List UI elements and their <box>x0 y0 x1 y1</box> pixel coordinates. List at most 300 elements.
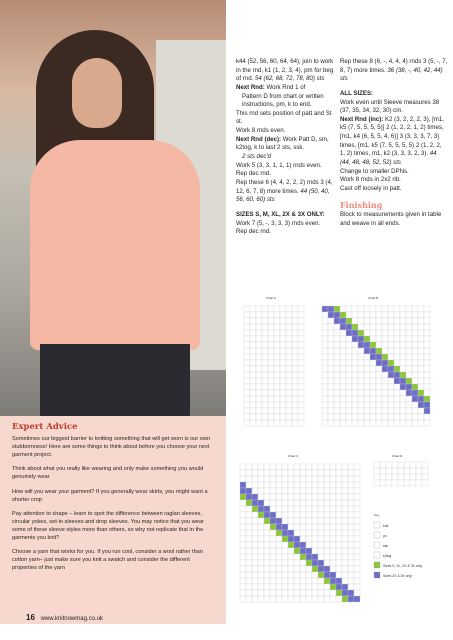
chart-cell <box>250 348 256 354</box>
chart-cell <box>264 590 270 596</box>
chart-cell <box>246 566 252 572</box>
chart-cell <box>346 306 352 312</box>
chart-cell <box>256 408 262 414</box>
chart-cell <box>250 306 256 312</box>
chart-cell <box>348 488 354 494</box>
chart-cell <box>324 482 330 488</box>
chart-cell <box>292 378 298 384</box>
chart-cell <box>306 518 312 524</box>
chart-cell <box>418 306 424 312</box>
chart-cell <box>312 488 318 494</box>
chart-cell <box>298 390 304 396</box>
chart-cell <box>340 342 346 348</box>
chart-cell <box>264 554 270 560</box>
chart-cell <box>400 414 406 420</box>
chart-cell <box>364 360 370 366</box>
chart-cell <box>240 572 246 578</box>
chart-cell <box>270 566 276 572</box>
chart-cell <box>380 474 386 480</box>
chart-cell <box>410 462 416 468</box>
chart-cell <box>268 312 274 318</box>
chart-cell <box>340 312 346 318</box>
chart-cell <box>342 578 348 584</box>
chart-cell <box>324 530 330 536</box>
chart-cell <box>400 390 406 396</box>
chart-cell <box>282 530 288 536</box>
chart-cell <box>262 414 268 420</box>
chart-cell <box>258 584 264 590</box>
chart-cell <box>354 524 360 530</box>
chart-cell <box>388 318 394 324</box>
pattern-text: k44 (52, 56, 60, 64, 64), join to work in the rnd, k1 (1, 2, 3, 4), pm for beg of rnd. <box>236 58 334 83</box>
chart-cell <box>324 470 330 476</box>
chart-cell <box>246 476 252 482</box>
chart-cell <box>286 360 292 366</box>
chart-cell <box>370 318 376 324</box>
chart-cell <box>244 324 250 330</box>
chart-cell <box>412 360 418 366</box>
chart-cell <box>342 470 348 476</box>
chart-cell <box>322 336 328 342</box>
chart-cell <box>270 470 276 476</box>
chart-cell <box>306 572 312 578</box>
chart-cell <box>298 384 304 390</box>
chart-cell <box>318 554 324 560</box>
chart-cell <box>328 414 334 420</box>
chart-cell <box>340 390 346 396</box>
chart-cell <box>370 354 376 360</box>
chart-cell <box>380 480 386 486</box>
chart-cell <box>262 420 268 426</box>
chart-cell <box>252 476 258 482</box>
chart-cell <box>394 420 400 426</box>
chart-cell <box>312 560 318 566</box>
chart-cell <box>424 306 430 312</box>
chart-cell <box>348 512 354 518</box>
chart-cell <box>400 402 406 408</box>
chart-cell <box>300 506 306 512</box>
chart-cell <box>276 596 282 602</box>
chart-cell <box>334 372 340 378</box>
chart-cell <box>294 482 300 488</box>
chart-cell <box>252 506 258 512</box>
chart-cell <box>298 312 304 318</box>
chart-cell <box>340 348 346 354</box>
chart-cell <box>382 396 388 402</box>
chart-cell <box>348 476 354 482</box>
chart-a <box>240 296 312 436</box>
chart-cell <box>340 330 346 336</box>
chart-cell <box>240 584 246 590</box>
chart-cell <box>376 354 382 360</box>
pattern-text: Rep these 6 (4, 4, 2, 2, 2) rnds 3 (4, 12, 6, 7, 8) more times. <box>236 178 333 195</box>
chart-cell <box>400 354 406 360</box>
chart-cell <box>330 548 336 554</box>
chart-cell <box>256 384 262 390</box>
chart-cell <box>342 464 348 470</box>
chart-cell <box>264 488 270 494</box>
chart-cell <box>342 548 348 554</box>
chart-cell <box>374 462 380 468</box>
chart-cell <box>274 396 280 402</box>
chart-cell <box>258 500 264 506</box>
chart-cell <box>418 378 424 384</box>
chart-cell <box>318 512 324 518</box>
chart-cell <box>418 402 424 408</box>
chart-cell <box>264 584 270 590</box>
chart-cell <box>348 518 354 524</box>
chart-cell <box>286 384 292 390</box>
chart-cell <box>370 396 376 402</box>
chart-cell <box>382 372 388 378</box>
chart-cell <box>354 536 360 542</box>
chart-cell <box>292 312 298 318</box>
chart-cell <box>318 476 324 482</box>
chart-cell <box>274 306 280 312</box>
chart-cell <box>300 470 306 476</box>
chart-cell <box>364 342 370 348</box>
chart-cell <box>412 348 418 354</box>
chart-cell <box>300 578 306 584</box>
chart-cell <box>282 566 288 572</box>
chart-cell <box>294 464 300 470</box>
chart-cell <box>330 500 336 506</box>
chart-cell <box>358 312 364 318</box>
chart-cell <box>404 474 410 480</box>
chart-cell <box>336 578 342 584</box>
chart-cell <box>340 372 346 378</box>
chart-cell <box>342 512 348 518</box>
chart-cell <box>268 384 274 390</box>
pattern-text: Rep dec rnd. <box>236 228 271 236</box>
chart-cell <box>252 512 258 518</box>
chart-cell <box>412 312 418 318</box>
chart-cell <box>318 578 324 584</box>
chart-cell <box>410 480 416 486</box>
chart-cell <box>342 524 348 530</box>
chart-cell <box>268 408 274 414</box>
pattern-column-1 <box>236 58 336 237</box>
chart-cell <box>324 578 330 584</box>
chart-cell <box>406 378 412 384</box>
chart-cell <box>322 402 328 408</box>
chart-cell <box>262 336 268 342</box>
chart-cell <box>418 366 424 372</box>
chart-cell <box>312 506 318 512</box>
chart-cell <box>374 468 380 474</box>
chart-cell <box>388 342 394 348</box>
chart-cell <box>268 306 274 312</box>
chart-cell <box>354 530 360 536</box>
advice-paragraph: How will you wear your garment? If you generally wear skirts, you might want a shorter crop <box>12 488 208 503</box>
chart-cell <box>334 366 340 372</box>
chart-cell <box>312 548 318 554</box>
chart-cell <box>268 336 274 342</box>
chart-cell <box>246 482 252 488</box>
chart-cell <box>364 390 370 396</box>
chart-cell <box>262 402 268 408</box>
chart-cell <box>268 414 274 420</box>
chart-cell <box>262 408 268 414</box>
chart-cell <box>298 336 304 342</box>
chart-cell <box>276 464 282 470</box>
chart-cell <box>282 536 288 542</box>
chart-cell <box>330 590 336 596</box>
chart-cell <box>264 470 270 476</box>
chart-cell <box>276 512 282 518</box>
chart-cell <box>288 488 294 494</box>
stitch-count: 44 (50, 40, 56, 60, 60) sts <box>236 187 330 204</box>
chart-cell <box>292 354 298 360</box>
chart-cell <box>312 464 318 470</box>
chart-cell <box>352 384 358 390</box>
chart-cell <box>418 420 424 426</box>
chart-cell <box>348 536 354 542</box>
chart-cell <box>268 318 274 324</box>
chart-cell <box>256 378 262 384</box>
chart-cell <box>370 360 376 366</box>
chart-cell <box>354 512 360 518</box>
chart-cell <box>256 414 262 420</box>
chart-cell <box>294 530 300 536</box>
chart-cell <box>294 572 300 578</box>
chart-cell <box>346 366 352 372</box>
chart-cell <box>264 566 270 572</box>
chart-cell <box>268 420 274 426</box>
chart-cell <box>298 408 304 414</box>
chart-cell <box>250 330 256 336</box>
chart-cell <box>292 306 298 312</box>
chart-cell <box>322 366 328 372</box>
chart-cell <box>250 372 256 378</box>
chart-cell <box>306 506 312 512</box>
chart-cell <box>352 348 358 354</box>
chart-cell <box>294 494 300 500</box>
chart-cell <box>354 482 360 488</box>
chart-cell <box>312 524 318 530</box>
chart-cell <box>292 360 298 366</box>
chart-cell <box>328 372 334 378</box>
chart-cell <box>276 542 282 548</box>
chart-cell <box>258 506 264 512</box>
chart-cell <box>286 372 292 378</box>
chart-cell <box>342 488 348 494</box>
chart-cell <box>400 318 406 324</box>
chart-cell <box>250 324 256 330</box>
chart-cell <box>412 384 418 390</box>
chart-cell <box>270 518 276 524</box>
advice-paragraph: Choose a yarn that works for you. If you run cool, consider a wool rather than cotton yarn– just make sure you knit a swatch and consider the different properties of the yarn <box>12 549 203 572</box>
chart-cell <box>352 342 358 348</box>
chart-cell <box>306 476 312 482</box>
chart-cell <box>346 408 352 414</box>
chart-cell <box>256 360 262 366</box>
chart-cell <box>312 566 318 572</box>
chart-cell <box>406 402 412 408</box>
chart-cell <box>246 578 252 584</box>
chart-cell <box>246 590 252 596</box>
chart-cell <box>330 542 336 548</box>
chart-cell <box>406 342 412 348</box>
chart-cell <box>330 536 336 542</box>
chart-cell <box>404 462 410 468</box>
chart-cell <box>392 468 398 474</box>
chart-cell <box>286 330 292 336</box>
chart-cell <box>388 366 394 372</box>
chart-cell <box>294 566 300 572</box>
chart-cell <box>388 360 394 366</box>
chart-cell <box>416 468 422 474</box>
chart-cell <box>276 518 282 524</box>
chart-cell <box>274 330 280 336</box>
chart-cell <box>282 596 288 602</box>
key-swatch <box>374 522 380 528</box>
chart-cell <box>394 330 400 336</box>
pattern-text: Work 8 rnds even. <box>236 127 286 135</box>
chart-cell <box>268 372 274 378</box>
chart-cell <box>298 372 304 378</box>
chart-cell <box>282 464 288 470</box>
chart-cell <box>382 330 388 336</box>
chart-cell <box>364 312 370 318</box>
chart-cell <box>418 408 424 414</box>
photo-skirt <box>40 344 190 416</box>
photo-face <box>72 58 122 128</box>
chart-cell <box>336 512 342 518</box>
chart-cell <box>336 554 342 560</box>
chart-cell <box>412 324 418 330</box>
chart-cell <box>262 330 268 336</box>
chart-cell <box>292 396 298 402</box>
chart-cell <box>280 420 286 426</box>
chart-cell <box>282 590 288 596</box>
chart-cell <box>412 378 418 384</box>
chart-cell <box>424 402 430 408</box>
chart-cell <box>268 342 274 348</box>
chart-cell <box>330 506 336 512</box>
chart-cell <box>348 578 354 584</box>
chart-cell <box>388 396 394 402</box>
chart-cell <box>286 318 292 324</box>
chart-cell <box>312 494 318 500</box>
chart-cell <box>256 420 262 426</box>
chart-cell <box>258 590 264 596</box>
chart-cell <box>300 536 306 542</box>
chart-cell <box>322 342 328 348</box>
chart-cell <box>270 560 276 566</box>
chart-cell <box>334 342 340 348</box>
chart-cell <box>246 548 252 554</box>
chart-cell <box>358 354 364 360</box>
chart-cell <box>406 396 412 402</box>
chart-cell <box>306 482 312 488</box>
chart-cell <box>370 414 376 420</box>
chart-cell <box>418 324 424 330</box>
chart-cell <box>328 318 334 324</box>
chart-cell <box>288 482 294 488</box>
chart-cell <box>342 500 348 506</box>
chart-cell <box>288 506 294 512</box>
chart-cell <box>336 488 342 494</box>
chart-cell <box>258 554 264 560</box>
chart-cell <box>256 354 262 360</box>
chart-cell <box>318 488 324 494</box>
chart-cell <box>340 336 346 342</box>
chart-cell <box>240 476 246 482</box>
chart-cell <box>244 366 250 372</box>
chart-cell <box>250 354 256 360</box>
chart-cell <box>276 476 282 482</box>
chart-cell <box>328 408 334 414</box>
chart-cell <box>252 578 258 584</box>
chart-cell <box>376 306 382 312</box>
chart-cell <box>370 408 376 414</box>
chart-cell <box>342 590 348 596</box>
pattern-text: Pattern D from chart or written instructions, pm, k to end. <box>242 92 324 109</box>
chart-cell <box>358 372 364 378</box>
chart-cell <box>264 542 270 548</box>
chart-cell <box>276 578 282 584</box>
stitch-count: 2 sts dec'd <box>242 153 271 161</box>
chart-cell <box>322 420 328 426</box>
chart-cell <box>334 306 340 312</box>
chart-cell <box>388 420 394 426</box>
chart-cell <box>394 354 400 360</box>
chart-cell <box>306 470 312 476</box>
chart-cell <box>348 584 354 590</box>
chart-cell <box>386 474 392 480</box>
chart-cell <box>352 330 358 336</box>
chart-cell <box>300 464 306 470</box>
chart-cell <box>240 524 246 530</box>
pattern-text: Cast off loosely in patt. <box>340 184 402 192</box>
chart-cell <box>334 360 340 366</box>
chart-cell <box>252 584 258 590</box>
chart-cell <box>346 330 352 336</box>
chart-cell <box>318 518 324 524</box>
chart-cell <box>388 324 394 330</box>
chart-cell <box>286 408 292 414</box>
chart-cell <box>424 330 430 336</box>
chart-cell <box>400 366 406 372</box>
chart-cell <box>252 542 258 548</box>
chart-cell <box>264 530 270 536</box>
chart-cell <box>376 378 382 384</box>
chart-cell <box>282 584 288 590</box>
chart-cell <box>250 318 256 324</box>
chart-cell <box>400 396 406 402</box>
chart-cell <box>418 384 424 390</box>
chart-cell <box>294 518 300 524</box>
chart-cell <box>262 312 268 318</box>
chart-cell <box>352 390 358 396</box>
chart-cell <box>240 590 246 596</box>
chart-cell <box>340 420 346 426</box>
chart-cell <box>342 566 348 572</box>
chart-cell <box>412 372 418 378</box>
chart-cell <box>382 312 388 318</box>
chart-cell <box>276 530 282 536</box>
chart-cell <box>336 470 342 476</box>
chart-cell <box>388 408 394 414</box>
chart-cell <box>306 524 312 530</box>
chart-cell <box>352 324 358 330</box>
chart-cell <box>268 354 274 360</box>
chart-cell <box>294 512 300 518</box>
chart-cell <box>274 372 280 378</box>
chart-cell <box>258 530 264 536</box>
chart-cell <box>322 324 328 330</box>
